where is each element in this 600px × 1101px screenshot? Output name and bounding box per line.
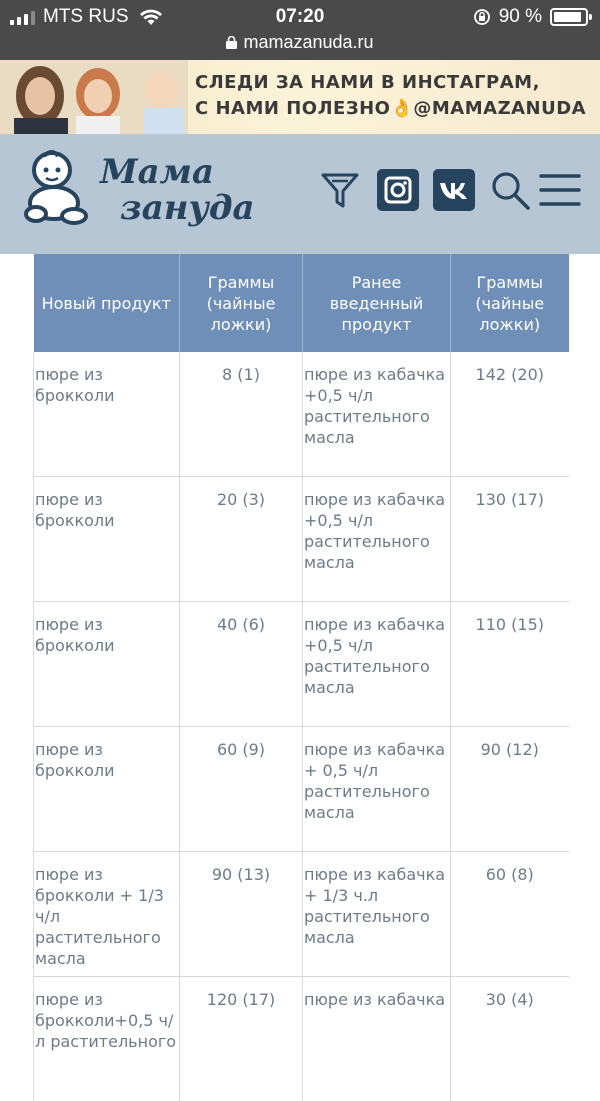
feeding-table bbox=[33, 254, 568, 1101]
table-cell: 142 (20) bbox=[451, 352, 569, 477]
table-row bbox=[34, 852, 569, 977]
table-row bbox=[34, 727, 569, 852]
table-cell: пюре из кабачка +0,5 ч/л растительного масла bbox=[303, 477, 451, 602]
filter-icon[interactable] bbox=[318, 168, 362, 212]
table-cell: пюре из брокколи + 1/3 ч/л растительного масла bbox=[34, 852, 180, 977]
carrier-name: MTS RUS bbox=[43, 6, 129, 28]
table-cell: пюре из брокколи+0,5 ч/л растительного bbox=[34, 977, 180, 1101]
table-cell: пюре из кабачка + 1/3 ч.л растительного масла bbox=[303, 852, 451, 977]
banner-line-1: СЛЕДИ ЗА НАМИ В ИНСТАГРАМ, bbox=[195, 70, 586, 96]
status-bar bbox=[0, 0, 600, 60]
table-cell: пюре из кабачка +0,5 ч/л растительного масла bbox=[303, 352, 451, 477]
table-cell: 40 (6) bbox=[180, 602, 303, 727]
site-header bbox=[0, 134, 600, 254]
search-icon[interactable] bbox=[488, 168, 532, 212]
table-row bbox=[34, 352, 569, 477]
table-row bbox=[34, 602, 569, 727]
status-right bbox=[473, 6, 588, 28]
table-cell: 30 (4) bbox=[451, 977, 569, 1101]
vk-icon[interactable] bbox=[432, 168, 476, 212]
table-cell: 130 (17) bbox=[451, 477, 569, 602]
padlock-icon bbox=[226, 36, 237, 49]
menu-icon[interactable] bbox=[538, 168, 582, 212]
table-cell: пюре из кабачка + 0,5 ч/л растительного масла bbox=[303, 727, 451, 852]
column-header: Граммы (чайные ложки) bbox=[180, 254, 303, 352]
table-cell: 110 (15) bbox=[451, 602, 569, 727]
clock: 07:20 bbox=[0, 6, 600, 28]
instagram-icon[interactable] bbox=[376, 168, 420, 212]
table-row bbox=[34, 477, 569, 602]
column-header: Граммы (чайные ложки) bbox=[451, 254, 569, 352]
battery-percent: 90 % bbox=[499, 6, 542, 28]
table-row bbox=[34, 977, 569, 1101]
table-cell: 90 (13) bbox=[180, 852, 303, 977]
column-header: Новый продукт bbox=[34, 254, 180, 352]
logo-wordmark bbox=[100, 154, 255, 226]
table-cell: 8 (1) bbox=[180, 352, 303, 477]
site-logo[interactable] bbox=[22, 148, 92, 232]
banner-photo bbox=[0, 60, 188, 134]
table-cell: 60 (9) bbox=[180, 727, 303, 852]
table-cell: пюре из брокколи bbox=[34, 352, 180, 477]
url-text: mamazanuda.ru bbox=[243, 32, 373, 52]
table-cell: пюре из брокколи bbox=[34, 727, 180, 852]
logo-line-1: Мама bbox=[100, 154, 255, 190]
table-cell: пюре из брокколи bbox=[34, 602, 180, 727]
banner-line-2: С НАМИ ПОЛЕЗНО👌@MAMAZANUDA bbox=[195, 96, 586, 122]
battery-icon bbox=[550, 8, 588, 26]
table-cell: пюре из кабачка bbox=[303, 977, 451, 1101]
table-cell: 60 (8) bbox=[451, 852, 569, 977]
table-cell: пюре из брокколи bbox=[34, 477, 180, 602]
url-bar[interactable] bbox=[0, 32, 600, 53]
header-icons bbox=[318, 168, 582, 212]
table-cell: пюре из кабачка +0,5 ч/л растительного масла bbox=[303, 602, 451, 727]
baby-logo-icon bbox=[22, 148, 92, 228]
column-header: Ранее введенный продукт bbox=[303, 254, 451, 352]
table-cell: 20 (3) bbox=[180, 477, 303, 602]
table-cell: 120 (17) bbox=[180, 977, 303, 1101]
instagram-promo-banner[interactable] bbox=[0, 60, 600, 134]
banner-text bbox=[195, 70, 586, 122]
logo-line-2: зануда bbox=[120, 190, 255, 226]
table-cell: 90 (12) bbox=[451, 727, 569, 852]
orientation-lock-icon bbox=[473, 8, 491, 26]
table-header-row bbox=[34, 254, 569, 352]
